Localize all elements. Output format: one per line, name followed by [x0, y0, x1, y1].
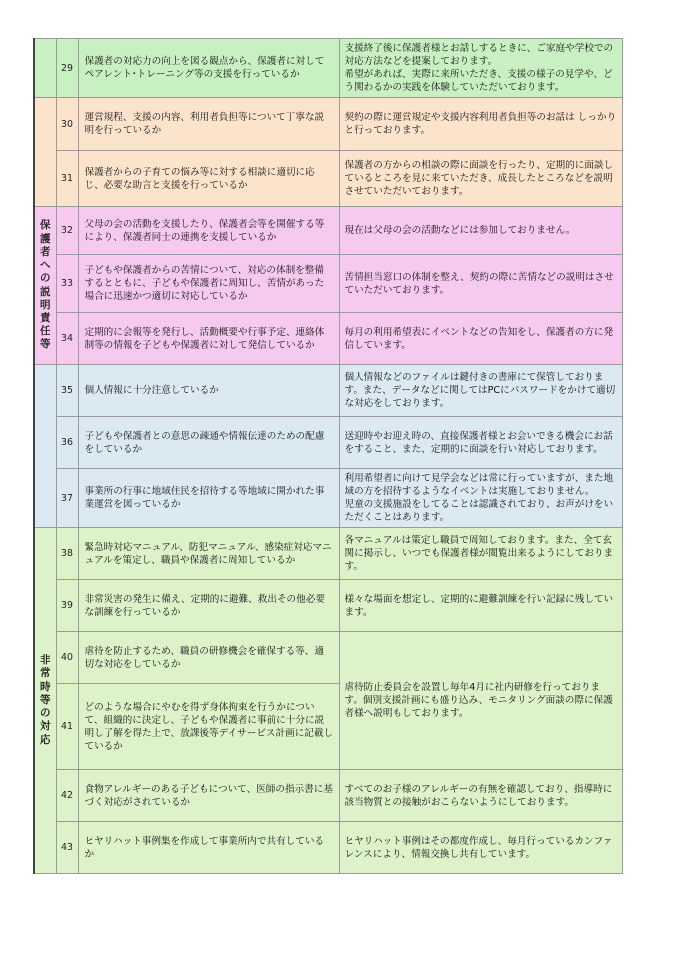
response-text: 支援終了後に保護者様とお話しするときに、ご家庭や学校での対応方法などを提案しております。 希望があれば、実際に来所いただき、支援の様子の見学や、どう関わるかの実践を体験していただいております。 — [339, 39, 622, 98]
item-text: 個人情報に十分注意しているか — [78, 365, 339, 417]
response-text: すべてのお子様のアレルギーの有無を確認しており、指導時に該当物質との接触がおこらないようにしております。 — [339, 770, 622, 822]
item-text: 食物アレルギーのある子どもについて、医師の指示書に基づく対応がされているか — [78, 770, 339, 822]
row-number: 32 — [56, 207, 78, 255]
table-row — [34, 98, 622, 151]
response-text: 個人情報などのファイルは鍵付きの書庫にて保管しております。また、データなどに関してはPCにパスワードをかけて適切な対応をしております。 — [339, 365, 622, 417]
table-row — [34, 528, 622, 580]
row-number: 40 — [56, 632, 78, 684]
evaluation-sheet — [33, 38, 621, 874]
row-number: 31 — [56, 151, 78, 207]
table-row — [34, 39, 622, 98]
response-text: ヒヤリハット事例はその都度作成し、毎月行っているカンファレンスにより、情報交換し共有しています。 — [339, 822, 622, 874]
row-number: 39 — [56, 580, 78, 632]
row-number: 41 — [56, 684, 78, 770]
table-row — [34, 255, 622, 313]
item-text: ヒヤリハット事例集を作成して事業所内で共有しているか — [78, 822, 339, 874]
item-text: どのような場合にやむを得ず身体拘束を行うかについて、組織的に決定し、子どもや保護者に事前に十分に説明し了解を得た上で、放課後等デイサービス計画に記載しているか — [78, 684, 339, 770]
response-text: 毎月の利用希望表にイベントなどの告知をし、保護者の方に発信しています。 — [339, 313, 622, 365]
table-row — [34, 469, 622, 528]
evaluation-table — [33, 38, 623, 874]
response-text: 苦情担当窓口の体制を整え、契約の際に苦情などの説明はさせていただいております。 — [339, 255, 622, 313]
section-label — [34, 39, 56, 98]
row-number: 34 — [56, 313, 78, 365]
response-text: 保護者の方からの相談の際に面談を行ったり、定期的に面談しているところを見に来ていただき、成長したところなどを説明させていただいております。 — [339, 151, 622, 207]
item-text: 子どもや保護者からの苦情について、対応の体制を整備するとともに、子どもや保護者に周知し、苦情があった場合に迅速かつ適切に対応しているか — [78, 255, 339, 313]
table-row — [34, 207, 622, 255]
row-number: 30 — [56, 98, 78, 151]
row-number: 29 — [56, 39, 78, 98]
row-number: 43 — [56, 822, 78, 874]
response-text: 各マニュアルは策定し職員で周知しております。また、全て玄関に掲示し、いつでも保護者様が閲覧出来るようにしております。 — [339, 528, 622, 580]
item-text: 定期的に会報等を発行し、活動概要や行事予定、連絡体制等の情報を子どもや保護者に対して発信しているか — [78, 313, 339, 365]
item-text: 非常災害の発生に備え、定期的に避難、救出その他必要な訓練を行っているか — [78, 580, 339, 632]
response-text: 虐待防止委員会を設置し毎年4月に社内研修を行っております。個別支援計画にも盛り込み、モニタリング面談の際に保護者様へ説明もしております。 — [339, 632, 622, 770]
section-label — [34, 365, 56, 528]
section-label — [34, 98, 56, 207]
item-text: 緊急時対応マニュアル、防犯マニュアル、感染症対応マニュアルを策定し、職員や保護者に周知しているか — [78, 528, 339, 580]
table-row — [34, 822, 622, 874]
item-text: 虐待を防止するため、職員の研修機会を確保する等、適切な対応をしているか — [78, 632, 339, 684]
table-row — [34, 313, 622, 365]
table-row — [34, 417, 622, 469]
row-number: 38 — [56, 528, 78, 580]
item-text: 子どもや保護者との意思の疎通や情報伝達のための配慮をしているか — [78, 417, 339, 469]
response-text: 送迎時やお迎え時の、直接保護者様とお会いできる機会にお話をすること、また、定期的に面談を行い対応しております。 — [339, 417, 622, 469]
item-text: 運営規程、支援の内容、利用者負担等について丁寧な説明を行っているか — [78, 98, 339, 151]
table-row — [34, 151, 622, 207]
item-text: 事業所の行事に地域住民を招待する等地域に開かれた事業運営を図っているか — [78, 469, 339, 528]
response-text: 利用希望者に向けて見学会などは常に行っていますが、また地域の方を招待するようなイベントは実施しておりません。 児童の支援施設をしてることは認識されており、お声がけをいただくことはあります。 — [339, 469, 622, 528]
row-number: 42 — [56, 770, 78, 822]
row-number: 33 — [56, 255, 78, 313]
row-number: 35 — [56, 365, 78, 417]
response-text: 様々な場面を想定し、定期的に避難訓練を行い記録に残しています。 — [339, 580, 622, 632]
item-text: 父母の会の活動を支援したり、保護者会等を開催する等により、保護者同士の連携を支援しているか — [78, 207, 339, 255]
response-text: 現在は父母の会の活動などには参加しておりません。 — [339, 207, 622, 255]
row-number: 37 — [56, 469, 78, 528]
table-row — [34, 365, 622, 417]
item-text: 保護者からの子育ての悩み等に対する相談に適切に応じ、必要な助言と支援を行っているか — [78, 151, 339, 207]
section-label: 非常時等の対応 — [34, 528, 56, 874]
item-text: 保護者の対応力の向上を図る観点から、保護者に対してペアレント･トレーニング等の支援を行っているか — [78, 39, 339, 98]
section-label: 保護者への説明責任等 — [34, 207, 56, 365]
table-row — [34, 770, 622, 822]
table-row — [34, 632, 622, 684]
row-number: 36 — [56, 417, 78, 469]
table-row — [34, 580, 622, 632]
response-text: 契約の際に運営規定や支援内容利用者負担等のお話は しっかりと行っております。 — [339, 98, 622, 151]
